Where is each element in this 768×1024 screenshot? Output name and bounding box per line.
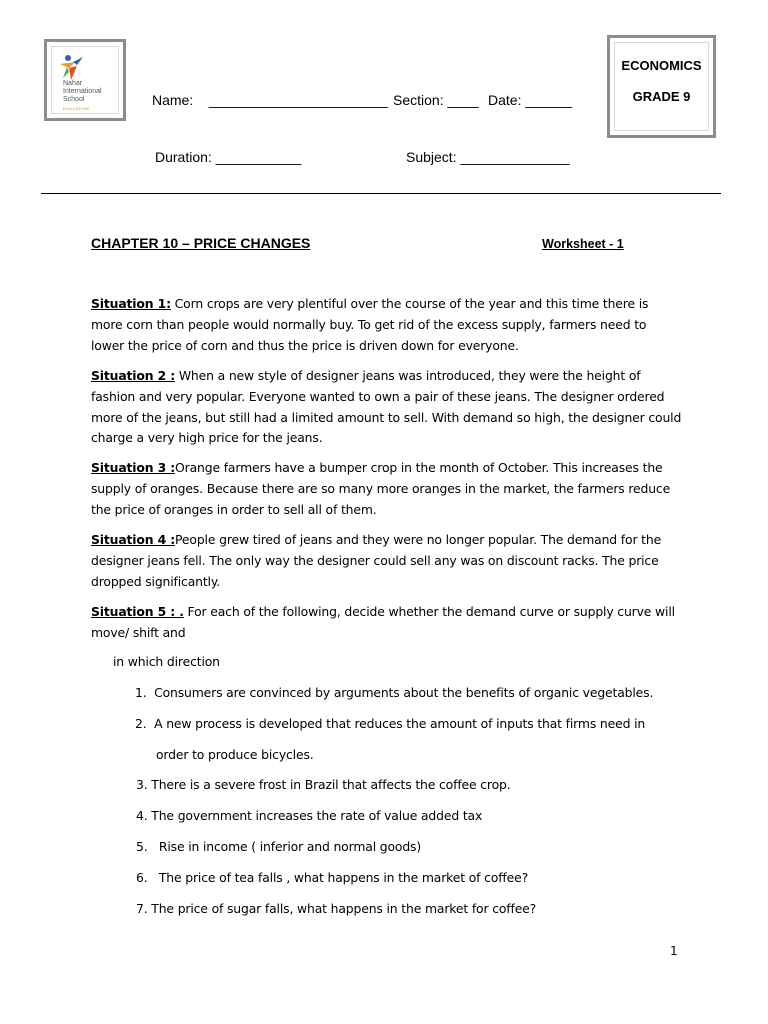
situation-1: Situation 1: Corn crops are very plentiful over the course of the year and this time there is more corn than people would normally buy. To get rid of the excess supply, farmers need to lower the price of corn and thus the price is driven down for everyone.: [91, 296, 649, 353]
duration-field: Duration: ___________: [155, 149, 302, 165]
school-tagline: EDUCATION: [63, 106, 89, 111]
school-logo-box: [44, 39, 126, 121]
situation-label: Situation 3 :: [91, 460, 176, 475]
chapter-title: CHAPTER 10 – PRICE CHANGES: [91, 235, 311, 251]
question-item: 7. The price of sugar falls, what happens in the market for coffee?: [136, 901, 537, 916]
school-logo-icon: [57, 54, 87, 82]
worksheet-label: Worksheet - 1: [542, 237, 624, 251]
situation-5: Situation 5 : . For each of the following, decide whether the demand curve or supply curve will move/ shift and: [91, 604, 675, 640]
question-item-continuation: order to produce bicycles.: [156, 747, 314, 762]
subject-field: Subject: ______________: [406, 149, 570, 165]
situation-4: Situation 4 :People grew tired of jeans and they were no longer popular. The demand for the designer jeans fell. The only way the designer could sell any was on discount racks. The price dropped significantly.: [91, 532, 662, 589]
situation-label: Situation 4 :: [91, 532, 176, 547]
question-item: 1. Consumers are convinced by arguments about the benefits of organic vegetables.: [135, 685, 654, 700]
header-divider: [41, 193, 721, 194]
situation-3: Situation 3 :Orange farmers have a bumper crop in the month of October. This increases the supply of oranges. Because there are so many more oranges in the market, the farmers reduce the price of oranges in order to sell all of them.: [91, 460, 671, 517]
grade-label: GRADE 9: [632, 89, 691, 104]
direction-line: in which direction: [113, 654, 220, 669]
question-item: 5. Rise in income ( inferior and normal goods): [136, 839, 422, 854]
section-field: Section: ____: [393, 92, 479, 108]
subject-label: ECONOMICS: [621, 58, 702, 73]
page-number: 1: [670, 944, 678, 958]
date-field: Date: ______: [488, 92, 573, 108]
situation-label: Situation 5 : .: [91, 604, 184, 619]
school-name: Nahar International School: [63, 80, 102, 103]
subject-grade-box: [607, 35, 716, 138]
question-item: 3. There is a severe frost in Brazil that affects the coffee crop.: [136, 777, 511, 792]
situation-2: Situation 2 : When a new style of designer jeans was introduced, they were the height of fashion and very popular. Everyone wanted to own a pair of these jeans. The designer ordered more of the jeans, but still had a limited amount to sell. With demand so high, the designer could charge a very high price for the jeans.: [91, 368, 682, 446]
question-item: 2. A new process is developed that reduces the amount of inputs that firms need in: [135, 716, 646, 731]
situation-label: Situation 2 :: [91, 368, 176, 383]
situation-label: Situation 1: [91, 296, 167, 311]
question-item: 6. The price of tea falls , what happens in the market of coffee?: [136, 870, 529, 885]
name-field: Name: _______________________: [152, 92, 388, 108]
question-item: 4. The government increases the rate of value added tax: [136, 808, 483, 823]
